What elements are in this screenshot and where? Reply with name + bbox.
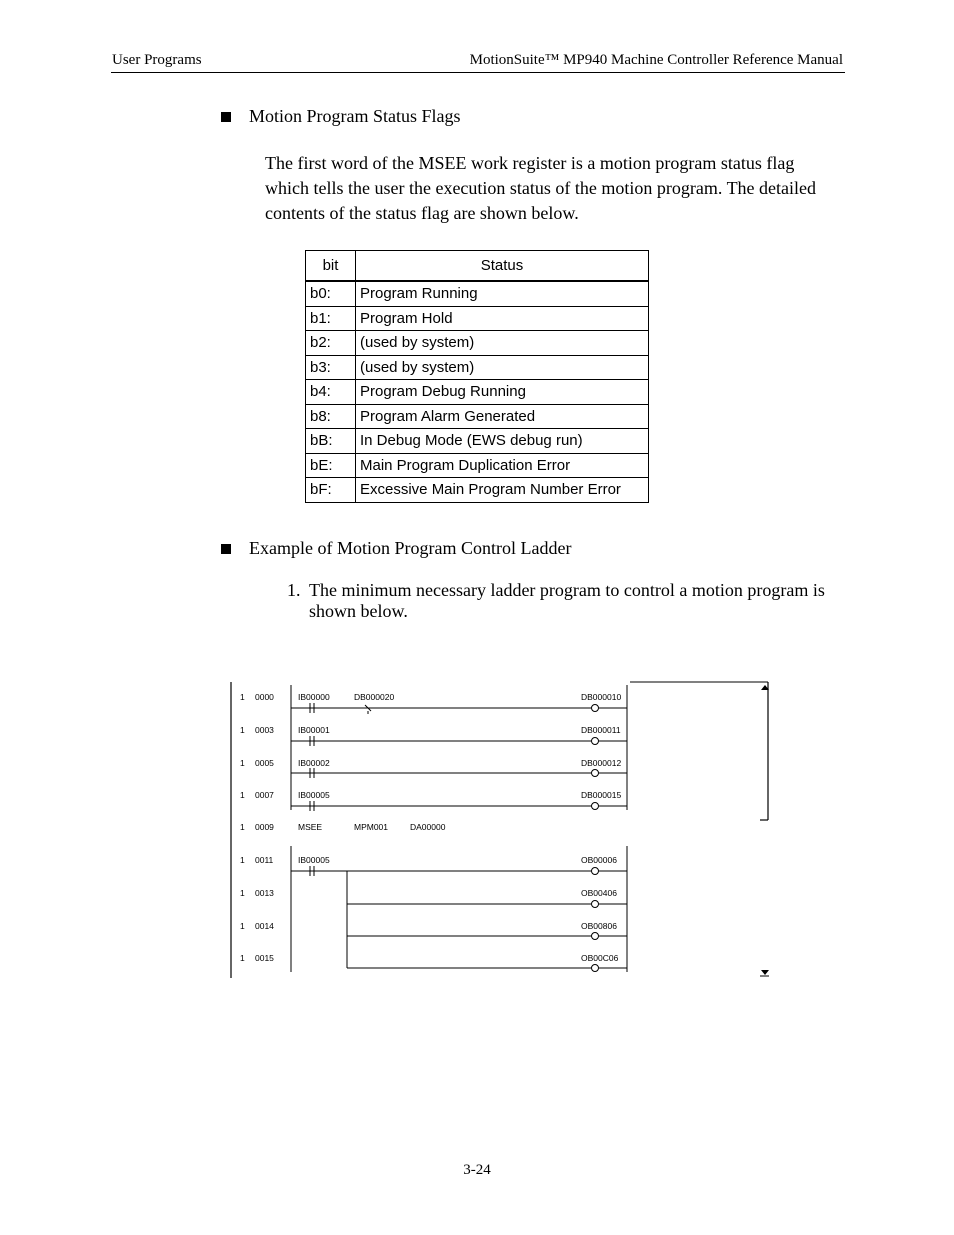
msee-operand: MPM001 (354, 822, 389, 832)
scroll-down-arrow-icon[interactable] (761, 970, 769, 975)
square-bullet-icon (221, 544, 231, 554)
contact-label: IB00005 (298, 855, 330, 865)
contact-label: IB00000 (298, 692, 330, 702)
bit-cell: b1: (306, 306, 356, 331)
status-cell: In Debug Mode (EWS debug run) (356, 429, 649, 454)
bit-cell: bF: (306, 478, 356, 503)
rung-step: 0014 (255, 921, 274, 931)
bit-cell: bB: (306, 429, 356, 454)
table-row (306, 453, 649, 478)
section-heading-text: Example of Motion Program Control Ladder (249, 538, 572, 558)
list-number: 1. (287, 580, 301, 600)
section-heading-status-flags (221, 106, 461, 127)
rung-level: 1 (240, 921, 245, 931)
coil-label: OB00C06 (581, 953, 619, 963)
table-header-row (306, 251, 649, 282)
table-row (306, 404, 649, 429)
contact-label: DB000020 (354, 692, 395, 702)
coil-icon (592, 901, 599, 908)
rung-step: 0013 (255, 888, 274, 898)
rung-step: 0015 (255, 953, 274, 963)
bit-cell: b2: (306, 331, 356, 356)
coil-label: OB00006 (581, 855, 617, 865)
list-item-text (309, 580, 825, 622)
column-header-status: Status (356, 251, 649, 282)
table-row (306, 429, 649, 454)
msee-operand: DA00000 (410, 822, 446, 832)
paragraph-line: which tells the user the execution status of the motion program. The detailed (265, 178, 817, 198)
rung-level: 1 (240, 822, 245, 832)
contact-label: IB00002 (298, 758, 330, 768)
coil-label: DB000015 (581, 790, 622, 800)
status-cell: Program Alarm Generated (356, 404, 649, 429)
header-rule (111, 72, 845, 73)
bit-cell: b0: (306, 281, 356, 306)
rung-step: 0005 (255, 758, 274, 768)
bit-cell: b3: (306, 355, 356, 380)
coil-icon (592, 933, 599, 940)
coil-icon (592, 803, 599, 810)
coil-icon (592, 770, 599, 777)
list-item-line: The minimum necessary ladder program to control a motion program is (309, 580, 825, 600)
status-flag-table (305, 250, 649, 503)
rung-level: 1 (240, 725, 245, 735)
rung-level: 1 (240, 758, 245, 768)
paragraph-line: contents of the status flag are shown below. (265, 203, 579, 223)
bit-cell: b8: (306, 404, 356, 429)
msee-instruction: MSEE (298, 822, 323, 832)
coil-icon (592, 965, 599, 972)
table-row (306, 306, 649, 331)
ladder-diagram (230, 680, 775, 980)
coil-icon (592, 738, 599, 745)
coil-icon (592, 868, 599, 875)
status-cell: Main Program Duplication Error (356, 453, 649, 478)
rung-step: 0007 (255, 790, 274, 800)
numbered-list-item (287, 580, 847, 622)
bit-cell: b4: (306, 380, 356, 405)
header-section-title: User Programs (112, 52, 202, 68)
coil-label: OB00806 (581, 921, 617, 931)
page-number: 3-24 (463, 1162, 491, 1178)
rung-level: 1 (240, 953, 245, 963)
status-flag-paragraph (265, 151, 855, 226)
rung-level: 1 (240, 692, 245, 702)
coil-label: DB000010 (581, 692, 622, 702)
coil-label: OB00406 (581, 888, 617, 898)
contact-label: IB00001 (298, 725, 330, 735)
status-cell: Program Hold (356, 306, 649, 331)
section-heading-text: Motion Program Status Flags (249, 106, 461, 126)
status-cell: Program Debug Running (356, 380, 649, 405)
square-bullet-icon (221, 112, 231, 122)
table-row (306, 380, 649, 405)
list-item-line: shown below. (309, 601, 408, 621)
coil-label: DB000012 (581, 758, 622, 768)
status-cell: (used by system) (356, 355, 649, 380)
table-row (306, 355, 649, 380)
contact-label: IB00005 (298, 790, 330, 800)
coil-icon (592, 705, 599, 712)
rung-step: 0011 (255, 855, 274, 865)
bit-cell: bE: (306, 453, 356, 478)
coil-label: DB000011 (581, 725, 621, 735)
section-heading-ladder-example (221, 538, 571, 559)
header-manual-title: MotionSuite™ MP940 Machine Controller Reference Manual (469, 52, 843, 68)
paragraph-line: The first word of the MSEE work register is a motion program status flag (265, 153, 795, 173)
rung-step: 0009 (255, 822, 274, 832)
table-row (306, 478, 649, 503)
rung-step: 0000 (255, 692, 274, 702)
column-header-bit: bit (306, 251, 356, 282)
rung-level: 1 (240, 888, 245, 898)
table-row (306, 331, 649, 356)
status-cell: Excessive Main Program Number Error (356, 478, 649, 503)
rung-level: 1 (240, 790, 245, 800)
rung-level: 1 (240, 855, 245, 865)
table-row (306, 281, 649, 306)
status-cell: (used by system) (356, 331, 649, 356)
status-cell: Program Running (356, 281, 649, 306)
rung-step: 0003 (255, 725, 274, 735)
